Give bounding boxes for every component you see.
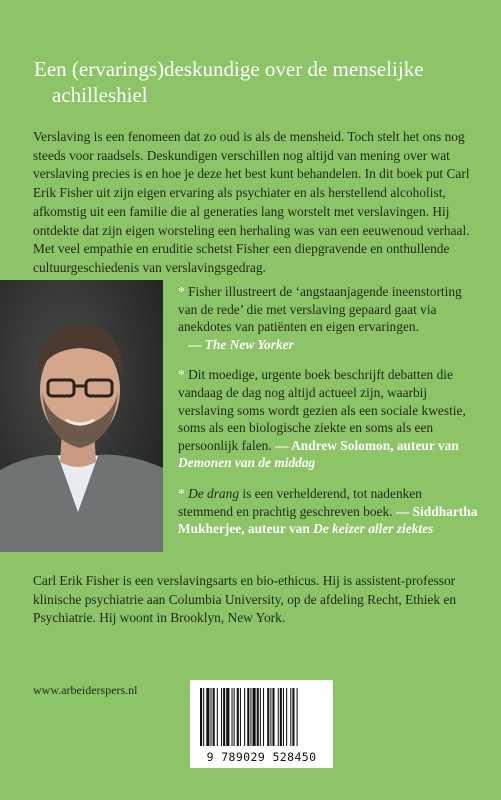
quote-andrew-solomon [178, 366, 478, 472]
quote-text-3: is een verhelderend, tot nadenken stemmend en prachtig geschreven boek. [178, 485, 422, 519]
quote-source-3: — Siddhartha Mukherjee, auteur van [178, 503, 478, 537]
quote-new-yorker [178, 283, 478, 353]
quote-star-2: * [178, 367, 185, 383]
review-quotes [178, 283, 478, 551]
quote-star-1: * [178, 284, 185, 299]
publisher-website: www.arbeiderspers.nl [33, 683, 138, 697]
headline-line-1: Een (ervarings)deskundige over de menselijke [34, 57, 424, 81]
barcode-number: 9 789029 528450 [206, 750, 317, 764]
quote-source-1: The New Yorker [204, 336, 294, 352]
quote-source-2: — Andrew Solomon, auteur van [275, 437, 459, 453]
quote-source-title-3: De keizer aller ziektes [313, 521, 434, 537]
quote-text-2: Dit moedige, urgente boek beschrijft debatten die vandaag de dag nog altijd actueel zijn, waarbij verslaving soms wordt gezien als een sociale kwestie, soms als een biologische ziekte en soms als een persoonlijk falen. [178, 367, 466, 453]
quote-book-title: De drang [188, 485, 240, 501]
isbn-barcode [190, 680, 333, 768]
author-bio: Carl Erik Fisher is een verslavingsarts en bio-ethicus. Hij is assistent-professor klinische psychiatrie aan Columbia University, op de afdeling Recht, Ethiek en Psychiatrie. Hij woont in Brooklyn, New York. [33, 573, 457, 626]
quote-source-title-2: Demonen van de middag [178, 455, 316, 471]
cover-headline [34, 56, 474, 108]
author-photo [0, 280, 163, 552]
quote-dash-1: — [188, 336, 202, 352]
barcode-bars [190, 680, 333, 750]
quote-text-1: Fisher illustreert de ‘angstaanjagende ineenstorting van de rede’ die met verslaving gepaard gaat via anekdotes van patiënten en eigen ervaringen. [178, 284, 462, 335]
headline-line-2: achilleshiel [52, 83, 148, 107]
quote-siddhartha-mukherjee [178, 485, 478, 538]
quote-star-3: * [178, 485, 185, 501]
intro-paragraph: Verslaving is een fenomeen dat zo oud is als de mensheid. Toch stelt het ons nog steeds voor raadsels. Deskundigen verschillen nog altijd van mening over wat verslaving precies is en hoe je deze het best kunt behandelen. In dit boek put Carl Erik Fisher uit zijn eigen ervaring als psychiater en als herstellend alcoholist, afkomstig uit een familie die al generaties lang worstelt met verslavingen. Hij ontdekte dat zijn eigen worsteling een herhaling was van een eeuwenoud verhaal. Met veel empathie en eruditie schetst Fisher een diepgravende en onthullende cultuurgeschiedenis van verslavingsgedrag. [33, 129, 470, 275]
author-portrait-illustration [0, 280, 163, 552]
